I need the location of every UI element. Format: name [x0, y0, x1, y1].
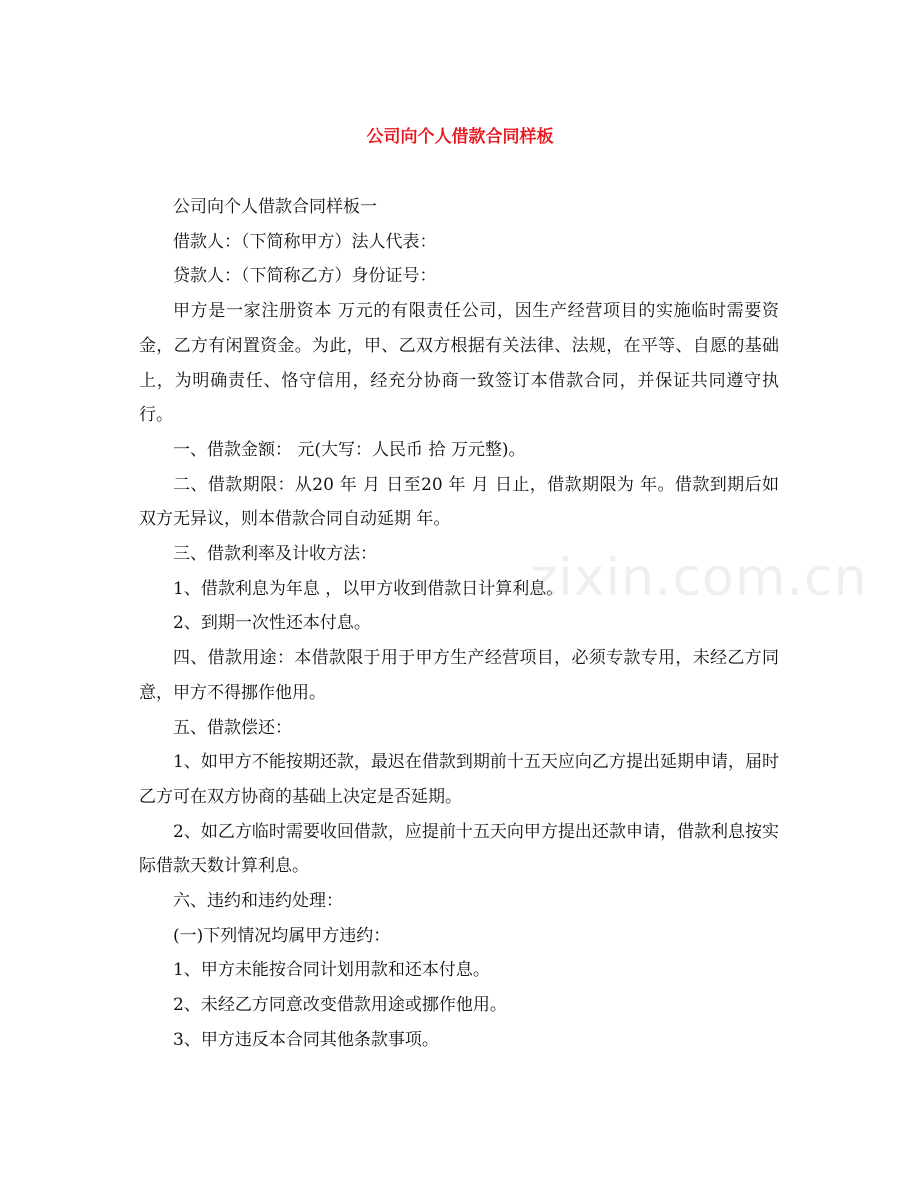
- paragraph-borrower: 借款人：（下简称甲方）法人代表：: [173, 231, 437, 252]
- paragraph-breach-3: 3、甲方违反本合同其他条款事项。: [173, 1029, 439, 1050]
- paragraph-subtitle: 公司向个人借款合同样板一: [173, 197, 377, 217]
- paragraph-preamble: 甲方是一家注册资本 万元的有限责任公司，因生产经营项目的实施临时需要资金，乙方有闲置资金。为此，甲、乙双方根据有关法律、法规，在平等、自愿的基础上，为明确责任、恪守信用，经充分协商一致签订本借款合同，并保证共同遵守执行。: [139, 301, 779, 426]
- paragraph-repayment-heading: 五、借款偿还：: [173, 717, 292, 738]
- paragraph-breach-2: 2、未经乙方同意改变借款用途或挪作他用。: [173, 995, 507, 1016]
- paragraph-repayment-1: 1、如甲方不能按期还款，最迟在借款到期前十五天应向乙方提出延期申请，届时乙方可在双方协商的基础上决定是否延期。: [139, 752, 779, 807]
- paragraph-interest-heading: 三、借款利率及计收方法：: [173, 544, 377, 565]
- paragraph-loan-amount: 一、借款金额： 元(大写：人民币 拾 万元整)。: [173, 439, 526, 460]
- document-body: [139, 190, 779, 1058]
- paragraph-lender: 贷款人：（下简称乙方）身份证号：: [173, 266, 437, 287]
- paragraph-interest-1: 1、借款利息为年息 ，以甲方收到借款日计算利息。: [173, 578, 564, 599]
- document-title: 公司向个人借款合同样板: [366, 127, 554, 147]
- paragraph-loan-purpose: 四、借款用途：本借款限于用于甲方生产经营项目，必须专款专用，未经乙方同意，甲方不得挪作他用。: [139, 648, 779, 703]
- paragraph-breach-sub: (一)下列情况均属甲方违约：: [173, 925, 391, 946]
- paragraph-repayment-2: 2、如乙方临时需要收回借款，应提前十五天向甲方提出还款申请，借款利息按实际借款天数计算利息。: [139, 821, 779, 877]
- paragraph-loan-term: 二、借款期限：从20 年 月 日至20 年 月 日止，借款期限为 年。借款到期后如双方无异议，则本借款合同自动延期 年。: [139, 474, 779, 530]
- paragraph-breach-heading: 六、违约和违约处理：: [173, 891, 343, 912]
- watermark: zixin.com.cn: [530, 548, 868, 608]
- paragraph-interest-2: 2、到期一次性还本付息。: [173, 613, 371, 634]
- paragraph-breach-1: 1、甲方未能按合同计划用款和还本付息。: [173, 960, 490, 981]
